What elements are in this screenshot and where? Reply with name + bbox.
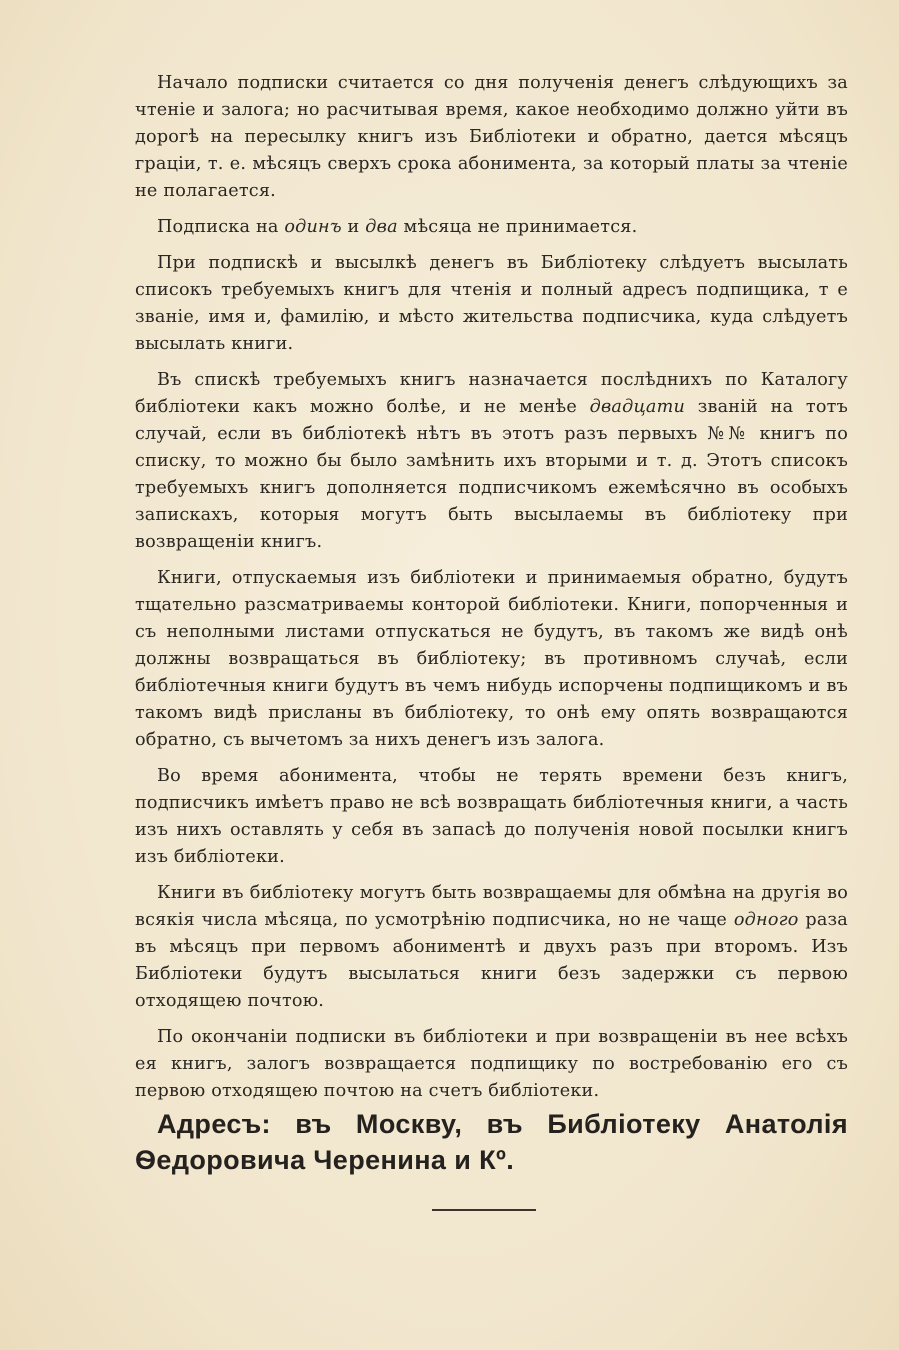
paragraph-text: Книги, отпускаемыя изъ библіотеки и принимаемыя обратно, будутъ тщательно разсматриваемы конторой библіотеки. Книги, попорченныя и съ неполными листами отпускаться не будутъ, въ такомъ же видѣ онѣ должны возвращаться въ библіотеку; въ противномъ случаѣ, если библіотечныя книги будутъ въ чемъ нибудь испорчены подпищикомъ и въ такомъ видѣ присланы въ библіотеку, то онѣ ему опять возвращаются обратно, съ вычетомъ за нихъ денегъ изъ залога. — [135, 568, 848, 750]
paragraph — [135, 70, 848, 205]
paragraph-text: и — [341, 217, 366, 237]
paragraph-text: раза въ мѣсяцъ при первомъ абониментѣ и двухъ разъ при второмъ. Изъ Библіотеки будутъ высылаться книги безъ задержки съ первою отходящею почтою. — [135, 910, 848, 1011]
italic-text: одного — [733, 910, 799, 930]
paragraph-text: Въ спискѣ требуемыхъ книгъ назначается послѣднихъ по Каталогу библіотеки какъ можно болѣе, и не менѣе — [135, 370, 848, 417]
paragraph — [135, 1024, 848, 1105]
paragraph — [135, 367, 848, 556]
body-text — [135, 70, 848, 1114]
paragraph — [135, 880, 848, 1015]
paragraph-text: Начало подписки считается со дня полученія денегъ слѣдующихъ за чтеніе и залога; но расчитывая время, какое необходимо должно уйти въ дорогѣ на пересылку книгъ изъ Библіотеки и обратно, дается мѣсяцъ граціи, т. е. мѣсяцъ сверхъ срока абонимента, за который платы за чтеніе не полагается. — [135, 73, 848, 201]
library-address: Адресъ: въ Москву, въ Библіотеку Анатолія Ѳедоровича Черенина и Кº. — [135, 1109, 848, 1175]
paragraph-text: При подпискѣ и высылкѣ денегъ въ Библіотеку слѣдуетъ высылать списокъ требуемыхъ книгъ для чтенія и полный адресъ подпищика, т е званіе, имя и, фамилію, и мѣсто жительства подписчика, куда слѣдуетъ высылать книги. — [135, 253, 848, 354]
paragraph-text: званій на тотъ случай, если въ библіотекѣ нѣтъ въ этотъ разъ первыхъ №№ книгъ по списку, то можно бы было замѣнить ихъ вторыми и т. д. Этотъ списокъ требуемыхъ книгъ дополняется подписчикомъ ежемѣсячно въ особыхъ запискахъ, которыя могутъ быть высылаемы въ библіотеку при возвращеніи книгъ. — [135, 397, 848, 552]
paragraph-text: Книги въ библіотеку могутъ быть возвращаемы для обмѣна на другія во всякія числа мѣсяца, по усмотрѣнію подписчика, но не чаще — [135, 883, 848, 930]
italic-text: двадцати — [589, 397, 686, 417]
italic-text: одинъ — [284, 217, 342, 237]
paragraph — [135, 250, 848, 358]
italic-text: два — [365, 217, 398, 237]
paragraph — [135, 763, 848, 871]
paragraph — [135, 565, 848, 754]
paragraph — [135, 214, 848, 241]
paragraph-text: Во время абонимента, чтобы не терять времени безъ книгъ, подписчикъ имѣетъ право не всѣ возвращать библіотечныя книги, а часть изъ нихъ оставлять у себя въ запасѣ до полученія новой посылки книгъ изъ библіотеки. — [135, 766, 848, 867]
paragraph-text: По окончаніи подписки въ библіотеки и при возвращеніи въ нее всѣхъ ея книгъ, залогъ возвращается подпищику по востребованію его съ первою отходящею почтою на счетъ библіотеки. — [135, 1027, 848, 1101]
closing-rule — [432, 1209, 536, 1211]
paragraph-text: мѣсяца не принимается. — [397, 217, 638, 237]
paragraph-text: Подписка на — [157, 217, 285, 237]
